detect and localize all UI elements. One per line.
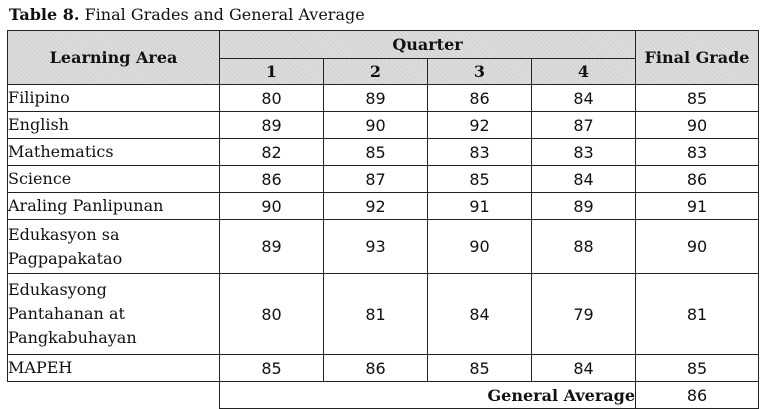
quarter-4-grade: 83 bbox=[532, 139, 636, 166]
quarter-2-grade: 93 bbox=[324, 220, 428, 274]
table-row bbox=[8, 355, 759, 382]
learning-area-line: Edukasyon sa bbox=[8, 224, 120, 244]
final-grade-cell: 85 bbox=[636, 85, 759, 112]
learning-area-cell bbox=[8, 139, 220, 166]
header-quarter-3: 3 bbox=[428, 59, 532, 85]
table-row bbox=[8, 112, 759, 139]
quarter-3-grade: 86 bbox=[428, 85, 532, 112]
quarter-2-grade: 90 bbox=[324, 112, 428, 139]
quarter-4-grade: 84 bbox=[532, 85, 636, 112]
learning-area-line: Pagpapakatao bbox=[8, 248, 123, 268]
quarter-1-grade: 80 bbox=[220, 274, 324, 355]
table-row bbox=[8, 85, 759, 112]
grades-table bbox=[7, 30, 759, 409]
quarter-3-grade: 85 bbox=[428, 166, 532, 193]
learning-area-line: Mathematics bbox=[8, 142, 114, 161]
final-grade-cell: 81 bbox=[636, 274, 759, 355]
blank-cell bbox=[8, 382, 220, 409]
quarter-1-grade: 85 bbox=[220, 355, 324, 382]
header-quarter-2: 2 bbox=[324, 59, 428, 85]
table-number: Table 8. bbox=[9, 5, 80, 24]
quarter-4-grade: 84 bbox=[532, 355, 636, 382]
quarter-3-grade: 90 bbox=[428, 220, 532, 274]
learning-area-line: Filipino bbox=[8, 88, 70, 107]
quarter-1-grade: 82 bbox=[220, 139, 324, 166]
learning-area-line: Pangkabuhayan bbox=[8, 328, 137, 347]
header-quarter-1: 1 bbox=[220, 59, 324, 85]
learning-area-line: Araling Panlipunan bbox=[8, 196, 164, 215]
header-quarter: Quarter bbox=[220, 31, 636, 59]
general-average-label: General Average bbox=[220, 382, 636, 409]
header-quarter-4: 4 bbox=[532, 59, 636, 85]
learning-area-line: Edukasyong bbox=[8, 280, 107, 299]
table-row bbox=[8, 193, 759, 220]
quarter-3-grade: 92 bbox=[428, 112, 532, 139]
learning-area-cell bbox=[8, 112, 220, 139]
quarter-3-grade: 84 bbox=[428, 274, 532, 355]
quarter-1-grade: 89 bbox=[220, 220, 324, 274]
final-grade-cell: 83 bbox=[636, 139, 759, 166]
quarter-1-grade: 89 bbox=[220, 112, 324, 139]
quarter-2-grade: 89 bbox=[324, 85, 428, 112]
header-final-grade: Final Grade bbox=[636, 31, 759, 85]
quarter-4-grade: 79 bbox=[532, 274, 636, 355]
quarter-3-grade: 83 bbox=[428, 139, 532, 166]
table-title: Final Grades and General Average bbox=[84, 5, 365, 24]
quarter-3-grade: 91 bbox=[428, 193, 532, 220]
quarter-4-grade: 84 bbox=[532, 166, 636, 193]
learning-area-cell bbox=[8, 166, 220, 193]
final-grade-cell: 90 bbox=[636, 220, 759, 274]
learning-area-cell bbox=[8, 193, 220, 220]
quarter-1-grade: 80 bbox=[220, 85, 324, 112]
quarter-2-grade: 85 bbox=[324, 139, 428, 166]
final-grade-cell: 85 bbox=[636, 355, 759, 382]
quarter-3-grade: 85 bbox=[428, 355, 532, 382]
learning-area-cell bbox=[8, 355, 220, 382]
table-row bbox=[8, 274, 759, 355]
table-caption bbox=[9, 4, 365, 26]
learning-area-cell bbox=[8, 274, 220, 355]
table-row bbox=[8, 166, 759, 193]
table-body bbox=[8, 85, 759, 382]
table-row bbox=[8, 139, 759, 166]
learning-area-cell bbox=[8, 220, 220, 274]
quarter-2-grade: 81 bbox=[324, 274, 428, 355]
quarter-4-grade: 87 bbox=[532, 112, 636, 139]
quarter-2-grade: 86 bbox=[324, 355, 428, 382]
general-average-row bbox=[8, 382, 759, 409]
learning-area-line: MAPEH bbox=[8, 358, 73, 377]
quarter-4-grade: 88 bbox=[532, 220, 636, 274]
final-grade-cell: 86 bbox=[636, 166, 759, 193]
quarter-4-grade: 89 bbox=[532, 193, 636, 220]
learning-area-line: Science bbox=[8, 169, 72, 188]
general-average-value: 86 bbox=[636, 382, 759, 409]
learning-area-line: English bbox=[8, 115, 69, 134]
header-learning-area: Learning Area bbox=[8, 31, 220, 85]
quarter-1-grade: 90 bbox=[220, 193, 324, 220]
quarter-1-grade: 86 bbox=[220, 166, 324, 193]
final-grade-cell: 91 bbox=[636, 193, 759, 220]
table-row bbox=[8, 220, 759, 274]
learning-area-cell bbox=[8, 85, 220, 112]
final-grade-cell: 90 bbox=[636, 112, 759, 139]
quarter-2-grade: 92 bbox=[324, 193, 428, 220]
learning-area-line: Pantahanan at bbox=[8, 304, 125, 323]
quarter-2-grade: 87 bbox=[324, 166, 428, 193]
